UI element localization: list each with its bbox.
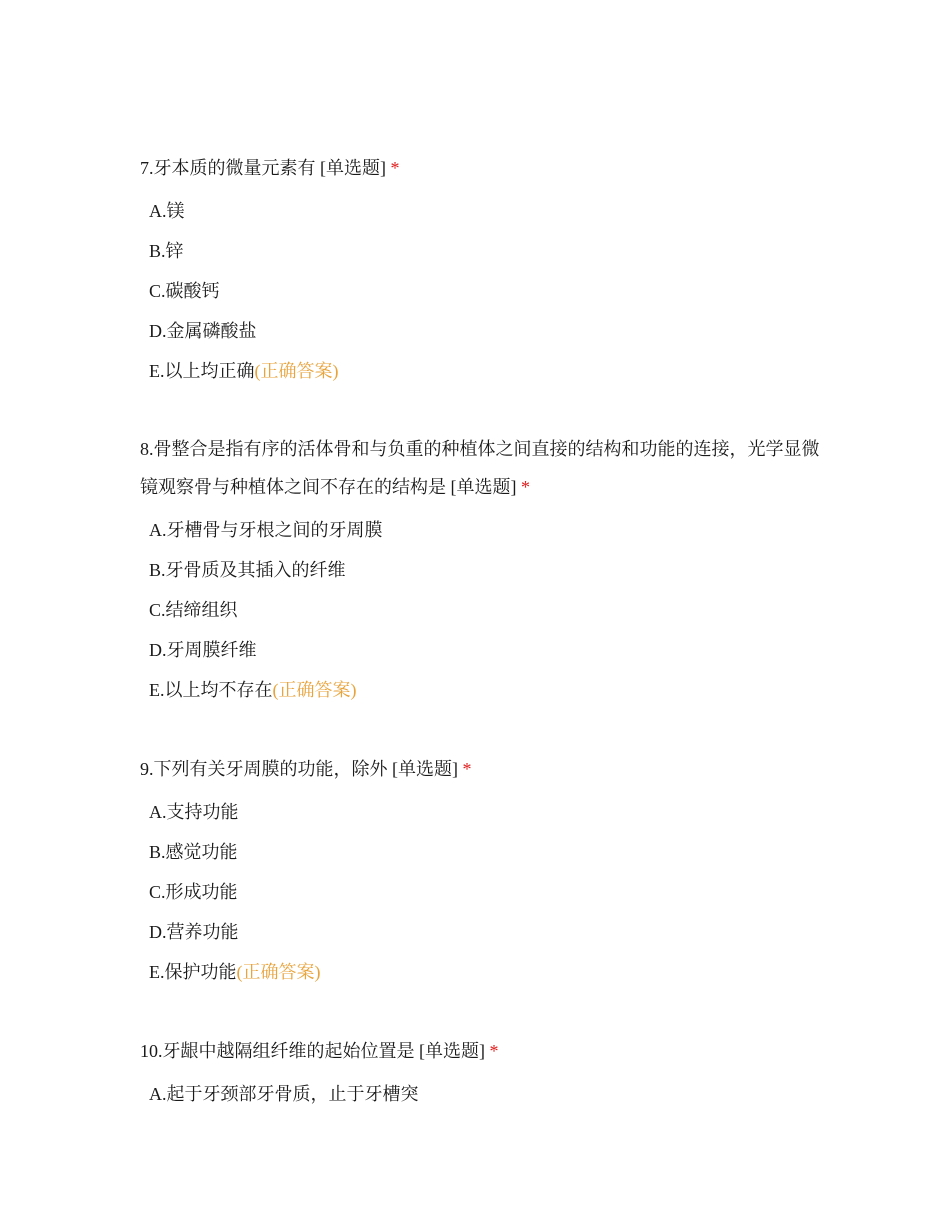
- option-item[interactable]: [149, 271, 820, 311]
- question-number: 8.: [140, 439, 154, 459]
- option-label: D.金属磷酸盐: [149, 321, 257, 341]
- question-text: 牙龈中越隔组纤维的起始位置是: [162, 1041, 415, 1061]
- question-7: [140, 149, 820, 391]
- option-item[interactable]: [149, 191, 820, 231]
- option-label: E.以上均正确: [149, 361, 255, 381]
- correct-answer-tag: (正确答案): [272, 680, 357, 700]
- option-label: E.保护功能: [149, 962, 237, 982]
- question-8: [140, 430, 820, 710]
- question-type: [单选题]: [450, 477, 517, 497]
- option-item[interactable]: [149, 670, 820, 710]
- option-item[interactable]: [149, 832, 820, 872]
- question-9: [140, 750, 820, 992]
- question-text: 牙本质的微量元素有: [153, 158, 316, 178]
- required-star: *: [489, 1041, 499, 1061]
- question-number: 10.: [140, 1041, 163, 1061]
- option-item[interactable]: [149, 630, 820, 670]
- option-label: A.起于牙颈部牙骨质，止于牙槽突: [149, 1084, 419, 1104]
- question-title: [140, 1032, 820, 1070]
- question-10: [140, 1032, 820, 1114]
- question-type: [单选题]: [392, 759, 458, 779]
- option-label: B.感觉功能: [149, 842, 238, 862]
- option-label: A.牙槽骨与牙根之间的牙周膜: [149, 520, 383, 540]
- required-star: *: [390, 158, 400, 178]
- question-title: [140, 750, 820, 788]
- question-title: [140, 430, 820, 506]
- correct-answer-tag: (正确答案): [236, 962, 321, 982]
- correct-answer-tag: (正确答案): [254, 361, 339, 381]
- required-star: *: [521, 477, 530, 497]
- question-text: 骨整合是指有序的活体骨和与负重的种植体之间直接的结构和功能的连接，光学显微镜观察骨与种植体之间不存在的结构是: [140, 439, 820, 497]
- option-item[interactable]: [149, 351, 820, 391]
- question-text: 下列有关牙周膜的功能，除外: [153, 759, 388, 779]
- option-item[interactable]: [149, 872, 820, 912]
- question-type: [单选题]: [419, 1041, 485, 1061]
- option-list: [140, 792, 820, 992]
- option-item[interactable]: [149, 1074, 820, 1114]
- question-number: 9.: [140, 759, 154, 779]
- option-label: A.镁: [149, 201, 185, 221]
- option-list: [140, 191, 820, 391]
- option-item[interactable]: [149, 792, 820, 832]
- option-label: B.牙骨质及其插入的纤维: [149, 560, 346, 580]
- option-item[interactable]: [149, 550, 820, 590]
- option-item[interactable]: [149, 952, 820, 992]
- option-label: D.牙周膜纤维: [149, 640, 257, 660]
- option-label: C.结缔组织: [149, 600, 238, 620]
- option-item[interactable]: [149, 590, 820, 630]
- option-label: E.以上均不存在: [149, 680, 273, 700]
- option-label: B.锌: [149, 241, 184, 261]
- required-star: *: [462, 759, 472, 779]
- option-item[interactable]: [149, 311, 820, 351]
- option-label: D.营养功能: [149, 922, 239, 942]
- question-type: [单选题]: [320, 158, 386, 178]
- option-item[interactable]: [149, 510, 820, 550]
- option-item[interactable]: [149, 231, 820, 271]
- option-list: [140, 510, 820, 710]
- question-title: [140, 149, 820, 187]
- option-label: A.支持功能: [149, 802, 239, 822]
- option-label: C.碳酸钙: [149, 281, 220, 301]
- option-item[interactable]: [149, 912, 820, 952]
- option-label: C.形成功能: [149, 882, 238, 902]
- question-number: 7.: [140, 158, 154, 178]
- option-list: [140, 1074, 820, 1114]
